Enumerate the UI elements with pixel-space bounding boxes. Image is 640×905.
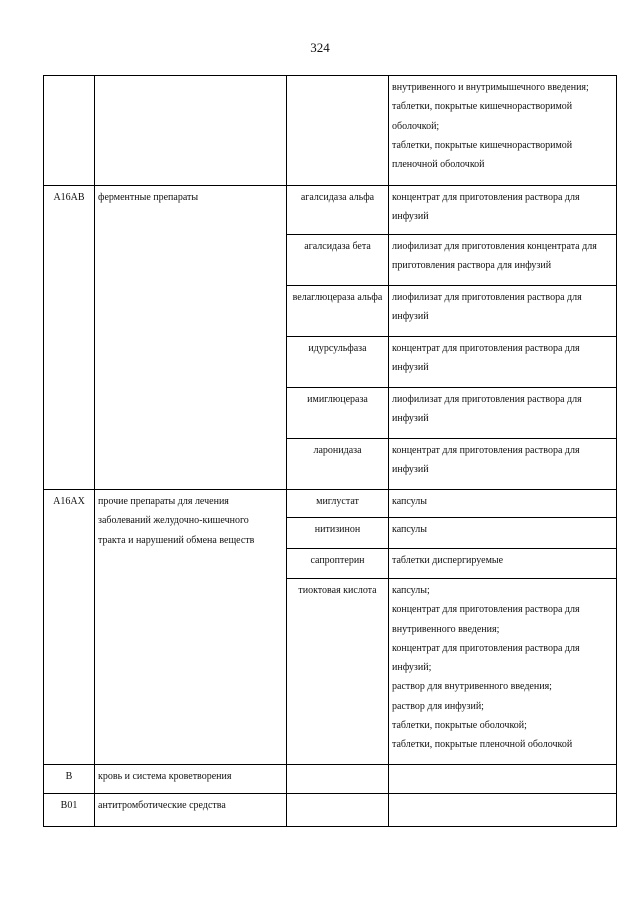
dosage-form-cell — [389, 235, 617, 286]
atc-code-cell: B — [44, 765, 95, 794]
inn-cell: миглустат — [287, 490, 389, 518]
table-row — [44, 186, 617, 235]
dosage-form-line: внутривенного и внутримышечного введения; — [392, 82, 589, 93]
inn-cell: сапроптерин — [287, 549, 389, 579]
dosage-form-line: пленочной оболочкой — [392, 159, 485, 171]
inn-cell: ларонидаза — [287, 439, 389, 490]
dosage-form-line: таблетки, покрытые пленочной оболочкой — [392, 739, 573, 751]
inn-cell: идурсульфаза — [287, 337, 389, 388]
table-row — [44, 765, 617, 794]
page-number: 324 — [310, 40, 330, 55]
dosage-form-line: лиофилизат для приготовления раствора для — [392, 292, 582, 303]
inn-cell: нитизинон — [287, 518, 389, 549]
dosage-form-cell — [389, 549, 617, 579]
dosage-form-cell — [389, 286, 617, 337]
table-row — [44, 490, 617, 518]
dosage-form-line: концентрат для приготовления раствора для — [392, 445, 580, 456]
dosage-form-line: лиофилизат для приготовления концентрата для — [392, 241, 597, 252]
dosage-form-line: инфузий; — [392, 662, 432, 674]
inn-cell: тиоктовая кислота — [287, 579, 389, 765]
atc-code-cell: A16AX — [44, 490, 95, 765]
group-name-line: тракта и нарушений обмена веществ — [98, 534, 255, 546]
dosage-form-cell — [389, 337, 617, 388]
dosage-form-line: концентрат для приготовления раствора для — [392, 642, 580, 654]
group-name-line: заболеваний желудочно-кишечного — [98, 515, 249, 527]
atc-code-cell — [44, 76, 95, 186]
dosage-form-line: оболочкой; — [392, 120, 440, 132]
dosage-form-cell — [389, 439, 617, 490]
inn-cell — [287, 794, 389, 827]
dosage-form-line: капсулы; — [392, 585, 430, 596]
dosage-form-line: инфузий — [392, 362, 429, 374]
dosage-form-line: раствор для инфузий; — [392, 700, 484, 712]
dosage-form-line: капсулы — [392, 496, 427, 507]
dosage-form-line: таблетки, покрытые кишечнорастворимой — [392, 139, 573, 151]
dosage-form-line: раствор для внутривенного введения; — [392, 681, 552, 693]
dosage-form-line: капсулы — [392, 524, 427, 535]
inn-cell: агалсидаза бета — [287, 235, 389, 286]
atc-code-cell: B01 — [44, 794, 95, 827]
inn-cell: велаглюцераза альфа — [287, 286, 389, 337]
dosage-form-cell — [389, 579, 617, 765]
dosage-form-line: концентрат для приготовления раствора для — [392, 343, 580, 354]
dosage-form-line: таблетки диспергируемые — [392, 555, 504, 566]
inn-cell: агалсидаза альфа — [287, 186, 389, 235]
dosage-form-line: внутривенного введения; — [392, 623, 500, 635]
dosage-form-cell — [389, 490, 617, 518]
dosage-form-line: концентрат для приготовления раствора для — [392, 604, 580, 616]
dosage-form-cell — [389, 518, 617, 549]
dosage-form-line: таблетки, покрытые кишечнорастворимой — [392, 101, 573, 113]
dosage-form-cell — [389, 76, 617, 186]
dosage-form-line: инфузий — [392, 211, 429, 223]
group-name-cell: антитромботические средства — [95, 794, 287, 827]
drug-table — [43, 75, 617, 827]
inn-cell: имиглюцераза — [287, 388, 389, 439]
table-row — [44, 76, 617, 186]
dosage-form-cell — [389, 186, 617, 235]
dosage-form-cell — [389, 794, 617, 827]
group-name-cell — [95, 76, 287, 186]
group-name-cell: кровь и система кроветворения — [95, 765, 287, 794]
dosage-form-line: инфузий — [392, 413, 429, 425]
dosage-form-cell — [389, 388, 617, 439]
dosage-form-line: концентрат для приготовления раствора для — [392, 192, 580, 203]
dosage-form-line: лиофилизат для приготовления раствора для — [392, 394, 582, 405]
dosage-form-line: приготовления раствора для инфузий — [392, 260, 552, 272]
atc-code-cell: A16AB — [44, 186, 95, 490]
dosage-form-line: инфузий — [392, 464, 429, 476]
group-name-cell — [95, 490, 287, 765]
group-name-cell: ферментные препараты — [95, 186, 287, 490]
table-row — [44, 794, 617, 827]
dosage-form-cell — [389, 765, 617, 794]
inn-cell — [287, 765, 389, 794]
group-name-line: прочие препараты для лечения — [98, 496, 229, 507]
dosage-form-line: инфузий — [392, 311, 429, 323]
dosage-form-line: таблетки, покрытые оболочкой; — [392, 720, 527, 732]
inn-cell — [287, 76, 389, 186]
